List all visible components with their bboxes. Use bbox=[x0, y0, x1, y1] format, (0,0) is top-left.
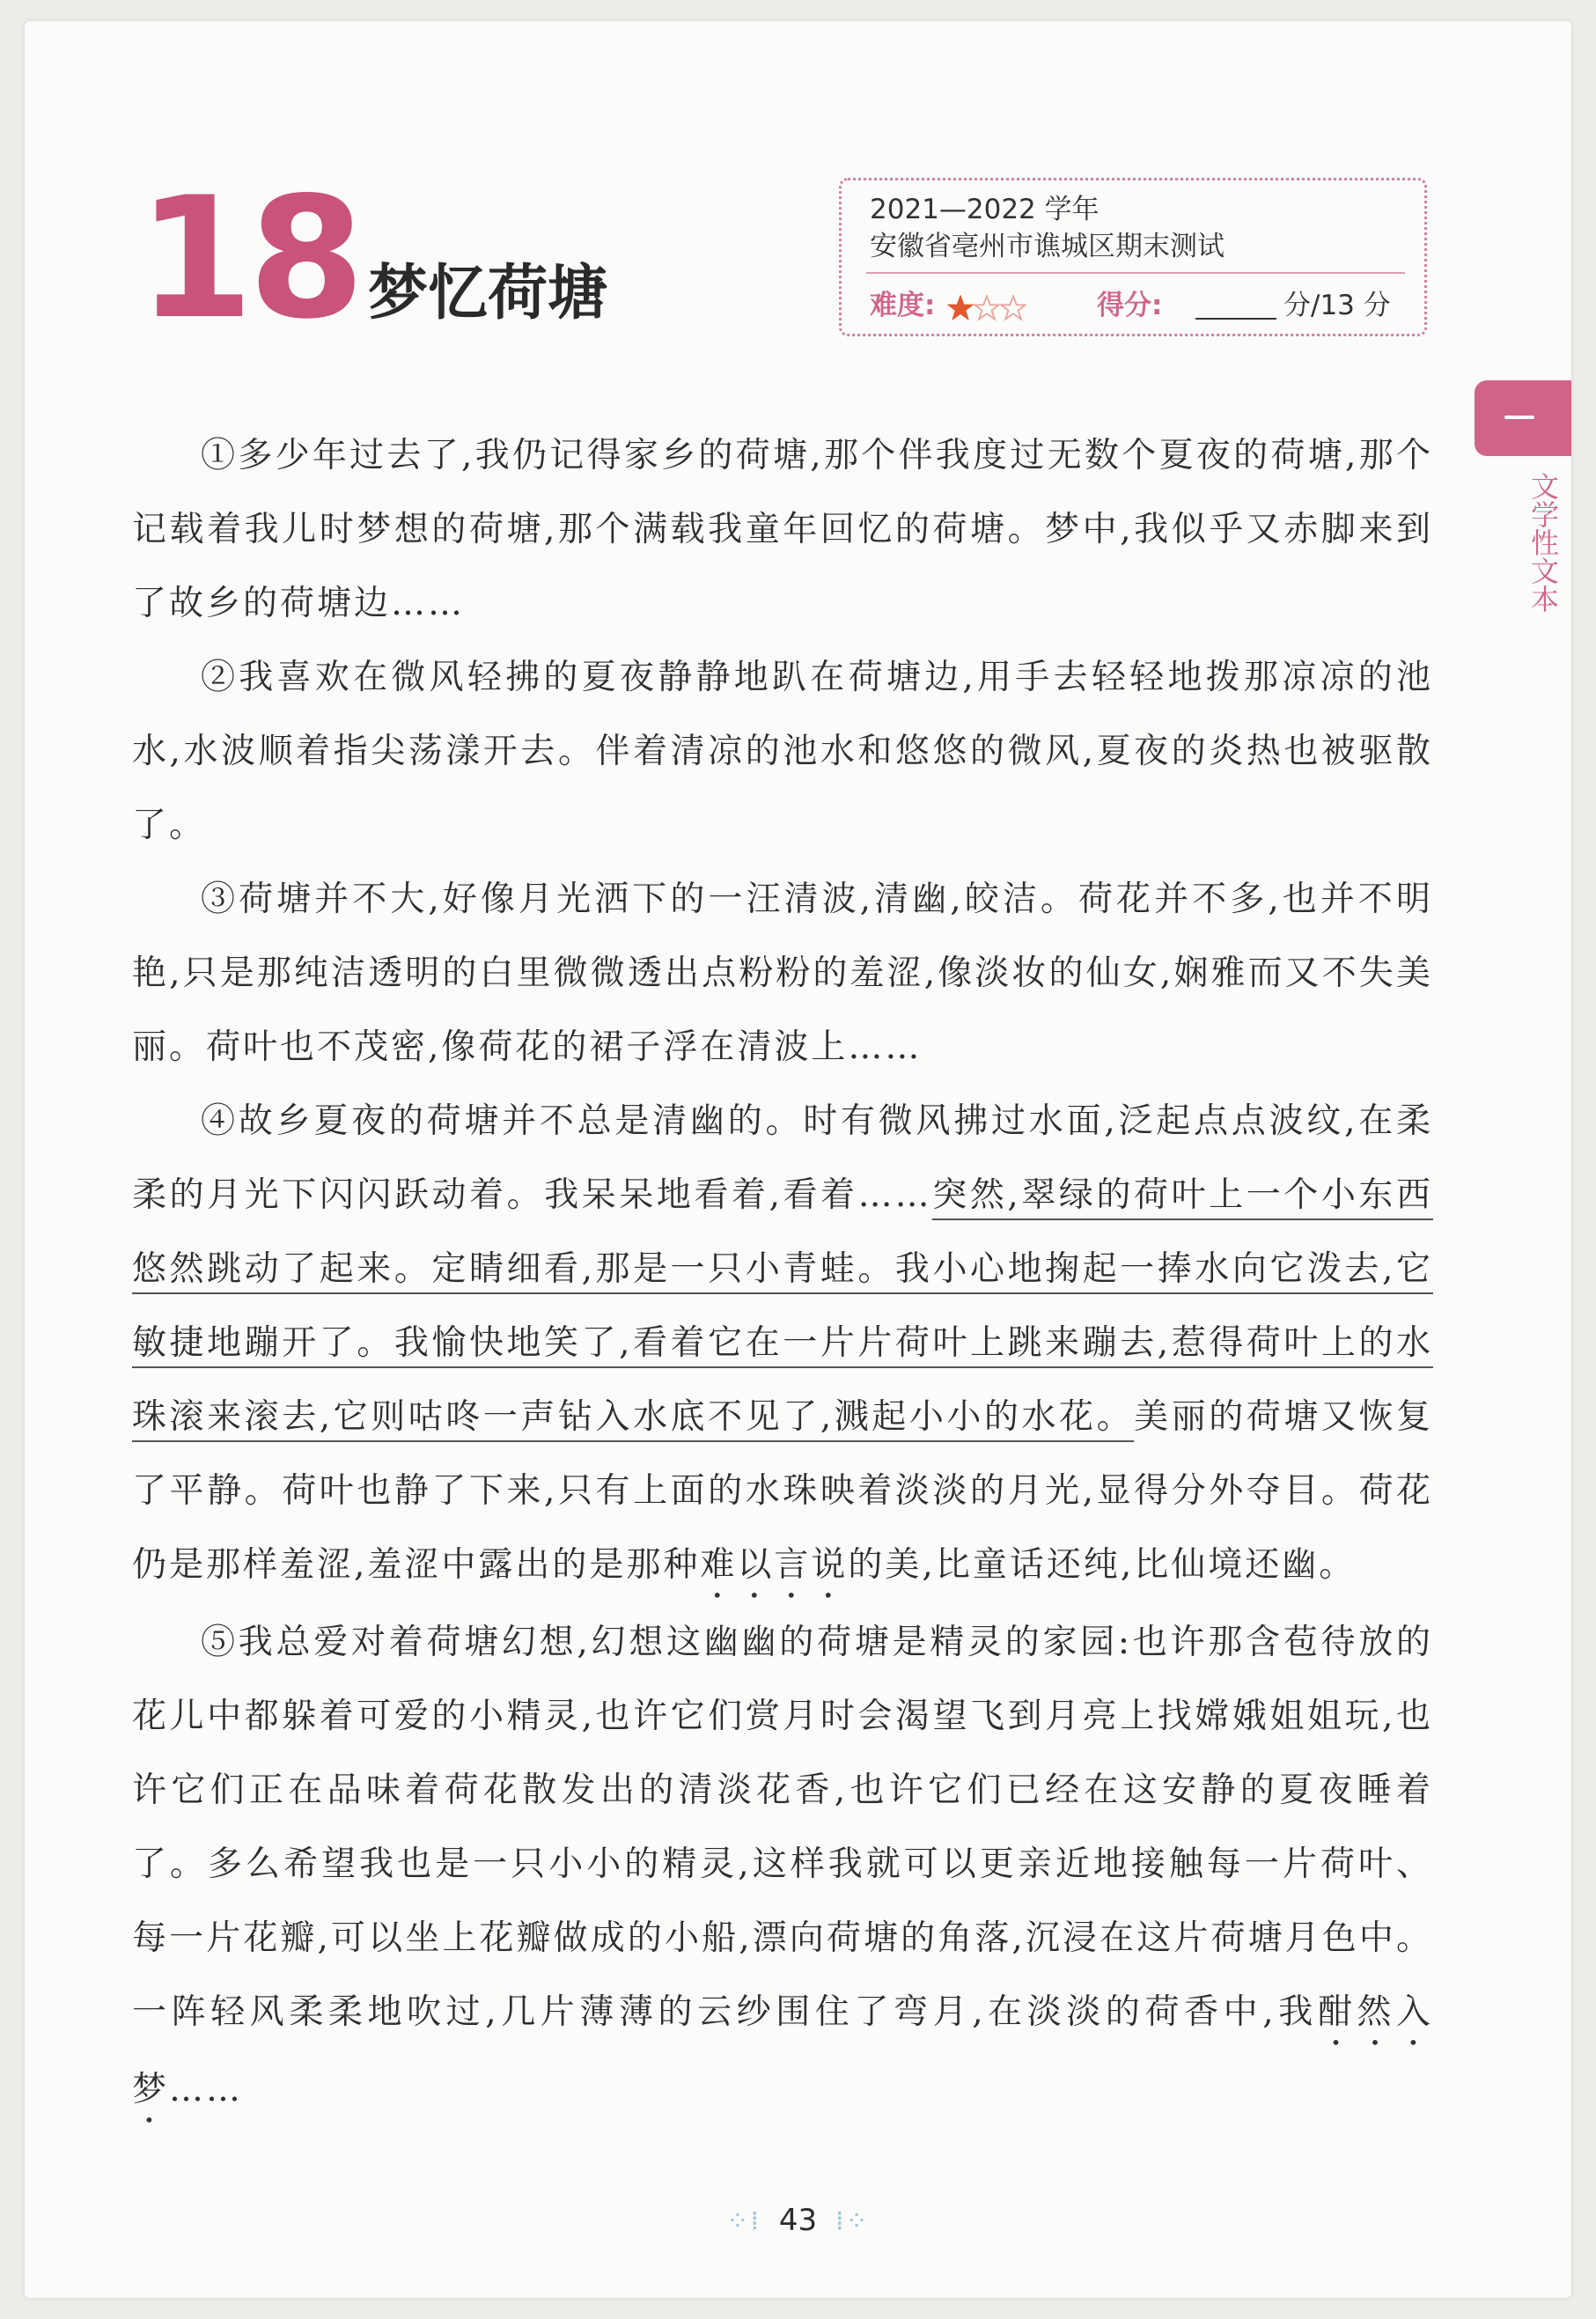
text-segment: ④故乡夏夜的荷塘并不总是清幽的。时有微风拂过水面,泛起点点波纹,在柔柔的月光下闪闪跃动着。我呆呆地看着,看着…… bbox=[132, 1101, 1433, 1215]
page-number: 43 bbox=[778, 2203, 818, 2238]
underlined-passage: 突然,翠绿的荷叶上一个小东西悠然跳动了起来。定睛细看,那是一只小青蛙。我小心地掬起一捧水向它泼去,它敏捷地蹦开了。我愉快地笑了,看着它在一片片荷叶上跳来蹦去,惹得荷叶上的水珠滚来滚去,它则咕咚一声钻入水底不见了,溅起小小的水花。 bbox=[132, 1175, 1433, 1437]
page-deco-right-icon: ⁞⁘ bbox=[835, 2206, 870, 2237]
exam-name: 安徽省亳州市谯城区期末测试 bbox=[870, 231, 1225, 262]
paragraph-4 bbox=[132, 1085, 1433, 1606]
score-blank[interactable] bbox=[1195, 286, 1276, 320]
difficulty-score-row bbox=[870, 286, 1407, 325]
text-segment: …… bbox=[169, 2070, 244, 2109]
score-unit: 分/13 分 bbox=[1283, 290, 1391, 321]
page-deco-left-icon: ⁘⁞ bbox=[726, 2206, 761, 2237]
lesson-title: 梦忆荷塘 bbox=[368, 259, 608, 328]
text-segment: 的美,比童话还纯,比仙境还幽。 bbox=[848, 1545, 1357, 1585]
section-tab bbox=[1475, 380, 1571, 456]
page-footer bbox=[25, 2203, 1571, 2238]
paragraph-5 bbox=[132, 1606, 1433, 2131]
paragraph-2 bbox=[132, 641, 1433, 863]
score-label: 得分: bbox=[1097, 290, 1163, 321]
exam-year: 2021—2022 学年 bbox=[870, 194, 1100, 225]
difficulty-label: 难度: bbox=[870, 290, 936, 321]
text-segment: ②我喜欢在微风轻拂的夏夜静静地趴在荷塘边,用手去轻轻地拨那凉凉的池水,水波顺着指尖荡漾开去。伴着清凉的池水和悠悠的微风,夏夜的炎热也被驱散了。 bbox=[132, 658, 1433, 845]
section-tab-label: 文学性文本 bbox=[1526, 472, 1560, 613]
text-segment: ⑤我总爱对着荷塘幻想,幻想这幽幽的荷塘是精灵的家园:也许那含苞待放的花儿中都躲着可爱的小精灵,也许它们赏月时会渴望飞到月亮上找嫦娥姐姐玩,也许它们正在品味着荷花散发出的清淡花香,也许它们已经在这安静的夏夜睡着了。多么希望我也是一只小小的精灵,这样我就可以更亲近地接触每一片荷叶、每一片花瓣,可以坐上花瓣做成的小船,漂向荷塘的角落,沉浸在这片荷塘月色中。一阵轻风柔柔地吹过,几片薄薄的云纱围住了弯月,在淡淡的荷香中,我 bbox=[132, 1623, 1433, 2032]
emphasized-phrase: 酣然入梦 bbox=[132, 1992, 1433, 2109]
paragraph-1 bbox=[132, 419, 1433, 641]
star-empty-icon bbox=[1000, 295, 1026, 321]
section-tab-mark bbox=[1504, 416, 1534, 419]
text-segment: ①多少年过去了,我仍记得家乡的荷塘,那个伴我度过无数个夏夜的荷塘,那个记载着我儿时梦想的荷塘,那个满载我童年回忆的荷塘。梦中,我似乎又赤脚来到了故乡的荷塘边…… bbox=[132, 436, 1433, 623]
emphasized-phrase: 难以言说 bbox=[700, 1545, 849, 1585]
difficulty-stars bbox=[947, 288, 1026, 327]
exam-info-box bbox=[839, 178, 1427, 336]
document-page bbox=[25, 21, 1571, 2298]
text-segment: ③荷塘并不大,好像月光洒下的一汪清波,清幽,皎洁。荷花并不多,也并不明艳,只是那纯洁透明的白里微微透出点粉粉的羞涩,像淡妆的仙女,娴雅而又不失美丽。荷叶也不茂密,像荷花的裙子浮在清波上…… bbox=[132, 880, 1433, 1067]
paragraph-3 bbox=[132, 863, 1433, 1085]
text-segment: 美丽的荷塘又恢复了平静。荷叶也静了下来,只有上面的水珠映着淡淡的月光,显得分外夺目。荷花仍是那样羞涩,羞涩中露出的是那种 bbox=[132, 1397, 1433, 1585]
lesson-number: 18 bbox=[137, 161, 360, 356]
star-filled-icon bbox=[947, 295, 974, 321]
star-empty-icon bbox=[974, 295, 1000, 321]
article-body bbox=[132, 419, 1433, 2131]
info-divider bbox=[866, 272, 1405, 274]
